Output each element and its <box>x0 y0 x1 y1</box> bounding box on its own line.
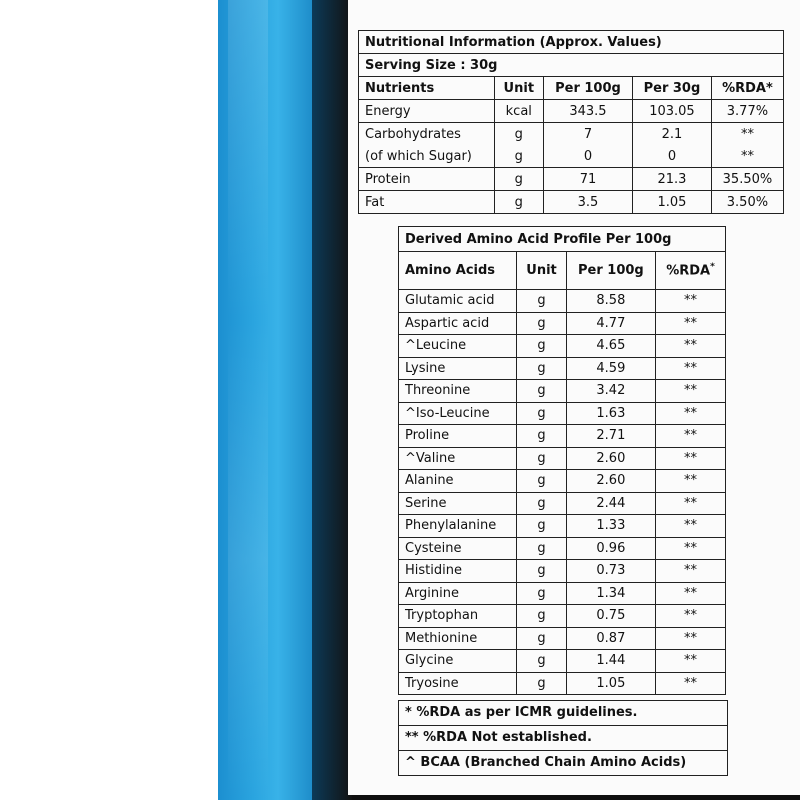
amino-value: 4.59 <box>566 357 655 380</box>
amino-unit: g <box>517 537 566 560</box>
table-row <box>399 312 726 335</box>
amino-name: Proline <box>399 425 517 448</box>
amino-rda: ** <box>656 605 726 628</box>
amino-value: 0.75 <box>566 605 655 628</box>
amino-name: Histidine <box>399 560 517 583</box>
amino-unit: g <box>517 290 566 313</box>
amino-unit: g <box>517 560 566 583</box>
nutrient-name: Protein <box>359 168 495 191</box>
amino-unit: g <box>517 335 566 358</box>
table-row <box>399 290 726 313</box>
amino-rda: ** <box>656 335 726 358</box>
nutrient-unit: g <box>494 145 543 168</box>
table-row <box>399 672 726 695</box>
nutrient-unit: g <box>494 123 543 146</box>
nutrient-rda: 3.50% <box>711 191 783 214</box>
amino-rda: ** <box>656 515 726 538</box>
amino-value: 4.77 <box>566 312 655 335</box>
amino-value: 0.87 <box>566 627 655 650</box>
amino-value: 1.33 <box>566 515 655 538</box>
amino-name: Glycine <box>399 650 517 673</box>
nutrient-per30: 0 <box>633 145 712 168</box>
amino-value: 1.63 <box>566 402 655 425</box>
amino-name: ^Leucine <box>399 335 517 358</box>
nutrient-per100: 343.5 <box>543 100 632 123</box>
nutrient-rda: ** <box>711 123 783 146</box>
col-amino-rda-mark: * <box>710 262 715 273</box>
amino-name: Glutamic acid <box>399 290 517 313</box>
nutrient-rda: 3.77% <box>711 100 783 123</box>
amino-name: Methionine <box>399 627 517 650</box>
amino-unit: g <box>517 582 566 605</box>
amino-rda: ** <box>656 672 726 695</box>
table-row <box>399 650 726 673</box>
amino-rda: ** <box>656 470 726 493</box>
amino-name: Arginine <box>399 582 517 605</box>
nutrient-name: Fat <box>359 191 495 214</box>
amino-name: ^Iso-Leucine <box>399 402 517 425</box>
table-row <box>399 335 726 358</box>
amino-rda: ** <box>656 380 726 403</box>
amino-unit: g <box>517 650 566 673</box>
amino-unit: g <box>517 402 566 425</box>
col-nutrients: Nutrients <box>359 77 495 100</box>
footnotes <box>398 700 728 776</box>
nutrient-unit: g <box>494 191 543 214</box>
amino-rda: ** <box>656 560 726 583</box>
amino-value: 3.42 <box>566 380 655 403</box>
amino-rda: ** <box>656 650 726 673</box>
nutrient-rda: ** <box>711 145 783 168</box>
nutrient-per100: 3.5 <box>543 191 632 214</box>
nutrition-table <box>358 30 784 214</box>
amino-value: 2.44 <box>566 492 655 515</box>
amino-unit: g <box>517 672 566 695</box>
amino-name: Phenylalanine <box>399 515 517 538</box>
amino-name: Threonine <box>399 380 517 403</box>
amino-name: Tryosine <box>399 672 517 695</box>
serving-size: Serving Size : 30g <box>359 54 784 77</box>
nutrition-title: Nutritional Information (Approx. Values) <box>359 31 784 54</box>
nutrient-name: (of which Sugar) <box>359 145 495 168</box>
table-row <box>399 492 726 515</box>
amino-rda: ** <box>656 582 726 605</box>
col-unit: Unit <box>494 77 543 100</box>
nutrient-per100: 0 <box>543 145 632 168</box>
amino-acid-table <box>398 226 726 695</box>
footnote-rda-source: * %RDA as per ICMR guidelines. <box>399 701 727 726</box>
amino-value: 8.58 <box>566 290 655 313</box>
amino-value: 1.34 <box>566 582 655 605</box>
amino-unit: g <box>517 380 566 403</box>
amino-rda: ** <box>656 425 726 448</box>
nutrient-name: Energy <box>359 100 495 123</box>
footnote-bcaa: ^ BCAA (Branched Chain Amino Acids) <box>405 755 687 770</box>
nutrient-per30: 21.3 <box>633 168 712 191</box>
amino-unit: g <box>517 492 566 515</box>
package-blue-stripe <box>218 0 318 800</box>
nutrient-per30: 1.05 <box>633 191 712 214</box>
table-row <box>399 470 726 493</box>
amino-unit: g <box>517 515 566 538</box>
amino-unit: g <box>517 470 566 493</box>
amino-value: 1.44 <box>566 650 655 673</box>
amino-unit: g <box>517 312 566 335</box>
table-row <box>359 168 784 191</box>
amino-unit: g <box>517 605 566 628</box>
amino-unit: g <box>517 357 566 380</box>
amino-value: 0.96 <box>566 537 655 560</box>
col-per30: Per 30g <box>633 77 712 100</box>
amino-rda: ** <box>656 312 726 335</box>
amino-unit: g <box>517 425 566 448</box>
table-row <box>399 605 726 628</box>
table-row <box>359 145 784 168</box>
nutrition-label <box>348 0 800 795</box>
table-row <box>399 357 726 380</box>
table-row <box>399 582 726 605</box>
col-amino-acids: Amino Acids <box>399 252 517 290</box>
col-rda: %RDA* <box>711 77 783 100</box>
amino-value: 2.60 <box>566 447 655 470</box>
amino-unit: g <box>517 447 566 470</box>
nutrient-name: Carbohydrates <box>359 123 495 146</box>
table-row <box>399 560 726 583</box>
amino-value: 2.71 <box>566 425 655 448</box>
table-row <box>399 447 726 470</box>
table-row <box>399 537 726 560</box>
table-row <box>359 100 784 123</box>
table-row <box>399 425 726 448</box>
col-amino-rda <box>656 252 726 290</box>
amino-unit: g <box>517 627 566 650</box>
amino-name: Serine <box>399 492 517 515</box>
amino-rda: ** <box>656 290 726 313</box>
amino-value: 1.05 <box>566 672 655 695</box>
background-white <box>0 0 220 800</box>
table-row <box>359 123 784 146</box>
amino-name: Alanine <box>399 470 517 493</box>
amino-name: ^Valine <box>399 447 517 470</box>
col-amino-rda-label: %RDA <box>666 263 711 279</box>
table-row <box>399 380 726 403</box>
footnote-rda-not-established: ** %RDA Not established. <box>399 726 727 751</box>
table-row <box>399 627 726 650</box>
amino-rda: ** <box>656 447 726 470</box>
col-amino-per100: Per 100g <box>566 252 655 290</box>
nutrient-per30: 2.1 <box>633 123 712 146</box>
nutrient-per100: 71 <box>543 168 632 191</box>
amino-rda: ** <box>656 402 726 425</box>
nutrient-unit: kcal <box>494 100 543 123</box>
table-row <box>359 191 784 214</box>
col-per100: Per 100g <box>543 77 632 100</box>
amino-rda: ** <box>656 357 726 380</box>
table-row <box>399 402 726 425</box>
amino-name: Tryptophan <box>399 605 517 628</box>
amino-rda: ** <box>656 537 726 560</box>
amino-value: 0.73 <box>566 560 655 583</box>
nutrient-per30: 103.05 <box>633 100 712 123</box>
amino-title: Derived Amino Acid Profile Per 100g <box>399 227 726 252</box>
amino-name: Cysteine <box>399 537 517 560</box>
amino-rda: ** <box>656 492 726 515</box>
col-amino-unit: Unit <box>517 252 566 290</box>
amino-value: 2.60 <box>566 470 655 493</box>
amino-value: 4.65 <box>566 335 655 358</box>
table-row <box>399 515 726 538</box>
amino-rda: ** <box>656 627 726 650</box>
nutrient-per100: 7 <box>543 123 632 146</box>
amino-name: Lysine <box>399 357 517 380</box>
nutrient-rda: 35.50% <box>711 168 783 191</box>
amino-name: Aspartic acid <box>399 312 517 335</box>
nutrient-unit: g <box>494 168 543 191</box>
